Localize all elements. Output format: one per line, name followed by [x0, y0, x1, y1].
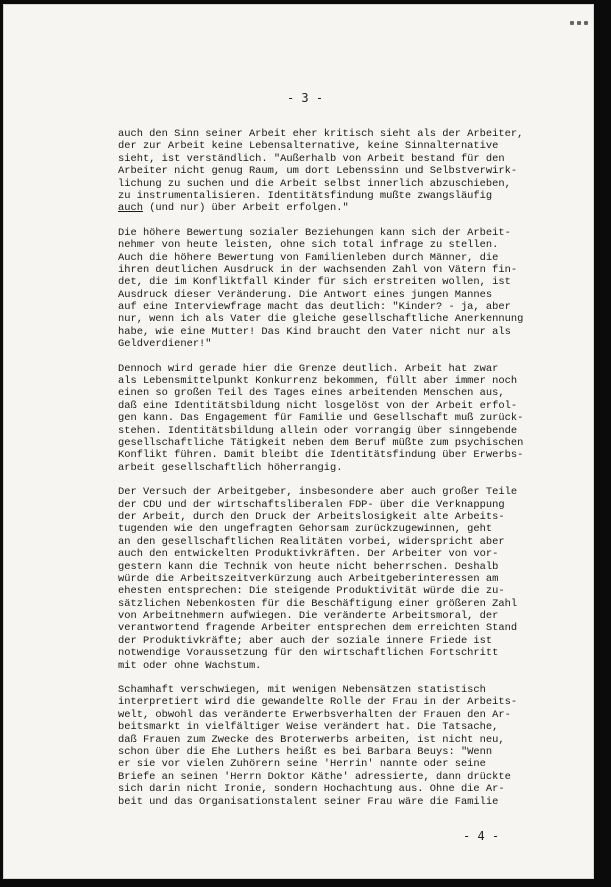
text-line: Der Versuch der Arbeitgeber, insbesondere aber auch großer Teile — [118, 486, 518, 499]
text-line: Briefe an seinen 'Herrn Doktor Käthe' adressierte, dann drückte — [118, 770, 511, 783]
text-line: nehmer von heute leisten, ohne sich total infrage zu stellen. — [118, 239, 499, 252]
text-line: gesellschaftliche Tätigkeit neben dem Beruf müßte zum psychischen — [118, 436, 524, 449]
paragraph — [118, 227, 568, 351]
text-line: Konflikt führen. Damit bleibt die Identitätsfindung über Erwerbs- — [118, 449, 524, 462]
text-line: auch den Sinn seiner Arbeit eher kritisch sieht als der Arbeiter, — [118, 128, 524, 140]
paragraph — [118, 486, 568, 672]
text-line: gen kann. Das Engagement für Familie und Gesellschaft muß zurück- — [118, 412, 524, 425]
text-line: mit oder ohne Wachstum. — [118, 659, 262, 672]
text-line: notwendige Voraussetzung für den wirtschaftlichen Fortschritt — [118, 647, 499, 660]
text-line: der Produktivkräfte; aber auch der soziale innere Friede ist — [118, 634, 493, 647]
body-text — [118, 128, 568, 820]
text-line: gestern kann die Technik von heute nicht beherrschen. Deshalb — [118, 560, 499, 573]
text-line: verantwortend fragende Arbeiter entsprechen dem erreichten Stand — [118, 622, 518, 635]
text-line: auf eine Interviewfrage macht das deutlich: "Kinder? - ja, aber — [118, 301, 511, 314]
text-line: sich darin nicht Ironie, sondern Hochachtung aus. Ohne die Ar- — [118, 783, 505, 796]
text-line: zu instrumentalisieren. Identitätsfindung mußte zwangsläufig — [118, 189, 493, 202]
scan-edge-marks — [558, 18, 594, 36]
text-line: arbeit gesellschaftlich höherrangig. — [118, 461, 343, 474]
text-line: Ausdruck dieser Veränderung. Die Antwort eines jungen Mannes — [118, 288, 493, 301]
text-line: von Arbeitnehmern aufwiegen. Die veränderte Arbeitsmoral, der — [118, 610, 499, 623]
text-line: sätzlichen Nebenkosten für die Beschäftigung einer größeren Zahl — [118, 597, 518, 610]
text-line: einen so großen Teil des Tages eines arbeitenden Menschen aus, — [118, 387, 505, 400]
paragraph — [118, 128, 568, 215]
text-line: interpretiert wird die gewandelte Rolle der Frau in der Arbeits- — [118, 696, 518, 709]
text-line: Dennoch wird gerade hier die Grenze deutlich. Arbeit hat zwar — [118, 362, 499, 375]
text-line: ehesten entsprechen: Die steigende Produktivität würde die zu- — [118, 585, 505, 598]
text-line — [118, 202, 568, 214]
text-line: würde die Arbeitszeitverkürzung auch Arbeitgeberinteressen am — [118, 572, 499, 585]
text-line: auch den entwickelten Produktivkräften. Der Arbeiter von vor- — [118, 548, 499, 561]
text-line: Geldverdiener!" — [118, 338, 212, 351]
page-number-bottom: - 4 - — [463, 829, 500, 843]
text-line: det, die im Konfliktfall Kinder für sich erstreiten wollen, ist — [118, 276, 511, 289]
text-line: stehen. Identitätsbildung allein oder vorrangig über sinngebende — [118, 424, 518, 437]
text-line: daß Frauen zum Zwecke des Broterwerbs arbeiten, ist nicht neu, — [118, 733, 505, 746]
document-page — [3, 4, 594, 879]
text-line: ihren deutlichen Ausdruck in der wachsenden Zahl von Vätern fin- — [118, 263, 518, 276]
text-line: Die höhere Bewertung sozialer Beziehungen kann sich der Arbeit- — [118, 226, 511, 239]
text-line: als Lebensmittelpunkt Konkurrenz bekommen, füllt aber immer noch — [118, 375, 518, 388]
text-line: daß eine Identitätsbildung nicht losgelöst von der Arbeit erfol- — [118, 399, 518, 412]
text-line: beit und das Organisationstalent seiner Frau wäre die Familie — [118, 795, 499, 808]
text-line: der zur Arbeit keine Lebensalternative, keine Sinnalternative — [118, 140, 499, 153]
text-line: lichung zu suchen und die Arbeit selbst innerlich abzuschieben, — [118, 177, 511, 190]
text-line: nur, wenn ich als Vater die gleiche gesellschaftliche Anerkennung — [118, 313, 524, 326]
text-line: der Arbeit, durch den Druck der Arbeitslosigkeit alte Arbeits- — [118, 510, 505, 523]
text-line: sieht, ist verständlich. "Außerhalb von Arbeit bestand für den — [118, 152, 505, 165]
text-line: Auch die höhere Bewertung von Familienleben durch Männer, die — [118, 251, 499, 264]
page-number-top: - 3 - — [286, 91, 324, 105]
text-line: an den gesellschaftlichen Realitäten vorbei, widerspricht aber — [118, 535, 505, 548]
text-line: schon über die Ehe Luthers heißt es bei Barbara Beuys: "Wenn — [118, 745, 493, 758]
text-line: tugenden wie den ungefragten Gehorsam zurückzugewinnen, geht — [118, 523, 493, 536]
underlined-word: auch — [118, 202, 143, 215]
text-line: Arbeiter nicht genug Raum, um dort Lebenssinn und Selbstverwirk- — [118, 165, 518, 178]
text-line: habe, wie eine Mutter! Das Kind braucht den Vater nicht nur als — [118, 325, 511, 338]
text-line: Schamhaft verschwiegen, mit wenigen Nebensätzen statistisch — [118, 684, 486, 697]
text-line: beitsmarkt in vielfältiger Weise verändert hat. Die Tatsache, — [118, 721, 499, 734]
paragraph — [118, 684, 568, 808]
text-line: der CDU und der wirtschaftsliberalen FDP- über die Verknappung — [118, 498, 505, 511]
paragraph — [118, 363, 568, 475]
text-line: er sie vor vielen Zuhörern seine 'Herrin' nannte oder seine — [118, 758, 486, 771]
text-line: welt, obwohl das veränderte Erwerbsverhalten der Frauen den Ar- — [118, 708, 511, 721]
text-fragment: (und nur) über Arbeit erfolgen." — [142, 202, 349, 215]
